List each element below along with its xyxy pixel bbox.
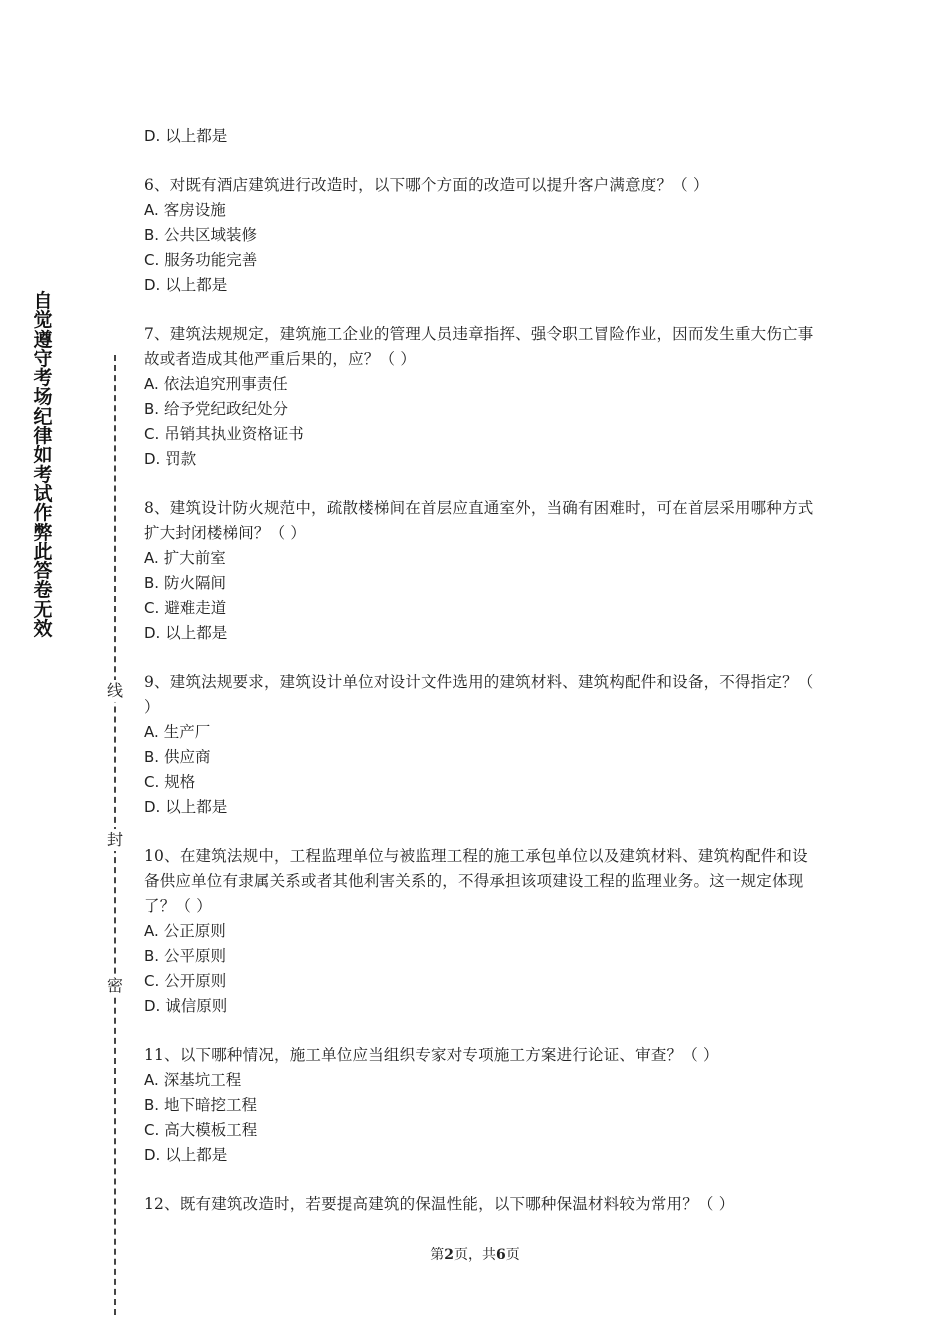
footer-prefix: 第 (430, 1247, 445, 1263)
option-letter: A. (144, 723, 159, 741)
option-letter: B. (144, 226, 160, 244)
question-block (144, 496, 814, 646)
option-letter: C. (144, 251, 160, 269)
answer-option (144, 1093, 814, 1118)
answer-option (144, 248, 814, 273)
question-block (144, 322, 814, 472)
option-text: 以上都是 (165, 127, 228, 145)
page-footer (0, 1244, 950, 1264)
answer-option (144, 198, 814, 223)
option-text: 公开原则 (164, 972, 227, 990)
question-stem: 10、在建筑法规中，工程监理单位与被监理工程的施工承包单位以及建筑材料、建筑构配件和设备供应单位有隶属关系或者其他利害关系的，不得承担该项建设工程的监理业务。这一规定体现了？（ ） (144, 847, 808, 915)
answer-option (144, 546, 814, 571)
answer-option (144, 720, 814, 745)
option-text: 客房设施 (163, 201, 226, 219)
option-letter: B. (144, 574, 160, 592)
option-text: 以上都是 (165, 1146, 228, 1164)
option-text: 公正原则 (163, 922, 226, 940)
binding-label-secret: 密 (104, 975, 126, 997)
option-text: 生产厂 (163, 723, 211, 741)
answer-option (144, 795, 814, 820)
answer-option (144, 273, 814, 298)
option-letter: D. (144, 276, 161, 294)
option-text: 以上都是 (165, 624, 228, 642)
option-letter: D. (144, 127, 161, 145)
answer-option (144, 1068, 814, 1093)
footer-middle: 页，共 (454, 1247, 496, 1263)
question-block (144, 844, 814, 1019)
option-text: 地下暗挖工程 (164, 1096, 258, 1114)
option-letter: D. (144, 450, 161, 468)
option-letter: A. (144, 1071, 159, 1089)
answer-option (144, 447, 814, 472)
answer-option (144, 397, 814, 422)
option-text: 深基坑工程 (163, 1071, 242, 1089)
answer-option (144, 596, 814, 621)
option-letter: D. (144, 798, 161, 816)
question-block (144, 1192, 814, 1217)
binding-label-seal: 封 (104, 829, 126, 851)
question-stem: 12、既有建筑改造时，若要提高建筑的保温性能，以下哪种保温材料较为常用？（ ） (144, 1195, 735, 1213)
option-letter: B. (144, 400, 160, 418)
question-block (144, 670, 814, 820)
option-text: 供应商 (164, 748, 211, 766)
option-text: 扩大前室 (163, 549, 226, 567)
option-text: 高大模板工程 (164, 1121, 258, 1139)
footer-suffix: 页 (505, 1247, 520, 1263)
option-text: 避难走道 (164, 599, 227, 617)
binding-label-line: 线 (104, 680, 126, 702)
option-letter: C. (144, 972, 160, 990)
option-text: 以上都是 (165, 798, 228, 816)
option-letter: C. (144, 425, 160, 443)
option-text: 防火隔间 (164, 574, 227, 592)
question-stem: 7、建筑法规规定，建筑施工企业的管理人员违章指挥、强令职工冒险作业，因而发生重大伤亡事故或者造成其他严重后果的，应？（ ） (144, 325, 814, 368)
option-letter: C. (144, 1121, 160, 1139)
option-letter: D. (144, 624, 161, 642)
answer-option (144, 994, 814, 1019)
answer-option (144, 571, 814, 596)
option-letter: D. (144, 1146, 161, 1164)
option-letter: B. (144, 748, 160, 766)
answer-option (144, 770, 814, 795)
question-block (144, 173, 814, 298)
answer-option (144, 422, 814, 447)
carried-over-option (144, 124, 814, 149)
answer-option (144, 1143, 814, 1168)
option-text: 服务功能完善 (164, 251, 258, 269)
answer-option (144, 944, 814, 969)
option-text: 给予党纪政纪处分 (164, 400, 289, 418)
answer-option (144, 745, 814, 770)
option-text: 吊销其执业资格证书 (164, 425, 304, 443)
option-letter: A. (144, 201, 159, 219)
answer-option (144, 372, 814, 397)
question-list (144, 124, 814, 1217)
question-stem: 8、建筑设计防火规范中，疏散楼梯间在首层应直通室外，当确有困难时，可在首层采用哪种方式扩大封闭楼梯间？（ ） (144, 499, 814, 542)
option-text: 公平原则 (164, 947, 227, 965)
option-text: 公共区域装修 (164, 226, 258, 244)
question-stem: 9、建筑法规要求，建筑设计单位对设计文件选用的建筑材料、建筑构配件和设备，不得指定？（ ） (144, 673, 814, 716)
option-text: 以上都是 (165, 276, 228, 294)
question-stem: 6、对既有酒店建筑进行改造时，以下哪个方面的改造可以提升客户满意度？（ ） (144, 176, 709, 194)
option-text: 罚款 (165, 450, 197, 468)
answer-option (144, 223, 814, 248)
option-letter: B. (144, 947, 160, 965)
option-letter: A. (144, 922, 159, 940)
option-text: 规格 (164, 773, 196, 791)
exam-discipline-notice: 自觉遵守考场纪律如考试作弊此答卷无效 (33, 290, 53, 641)
option-letter: C. (144, 773, 160, 791)
option-letter: C. (144, 599, 160, 617)
option-text: 依法追究刑事责任 (163, 375, 288, 393)
answer-option (144, 969, 814, 994)
option-letter: B. (144, 1096, 160, 1114)
question-stem: 11、以下哪种情况，施工单位应当组织专家对专项施工方案进行论证、审查？（ ） (144, 1046, 719, 1064)
answer-option (144, 621, 814, 646)
option-letter: D. (144, 997, 161, 1015)
option-letter: A. (144, 375, 159, 393)
current-page-number: 2 (444, 1247, 454, 1263)
total-page-count: 6 (496, 1247, 506, 1263)
question-block (144, 1043, 814, 1168)
option-text: 诚信原则 (165, 997, 228, 1015)
answer-option (144, 1118, 814, 1143)
answer-option (144, 919, 814, 944)
option-letter: A. (144, 549, 159, 567)
